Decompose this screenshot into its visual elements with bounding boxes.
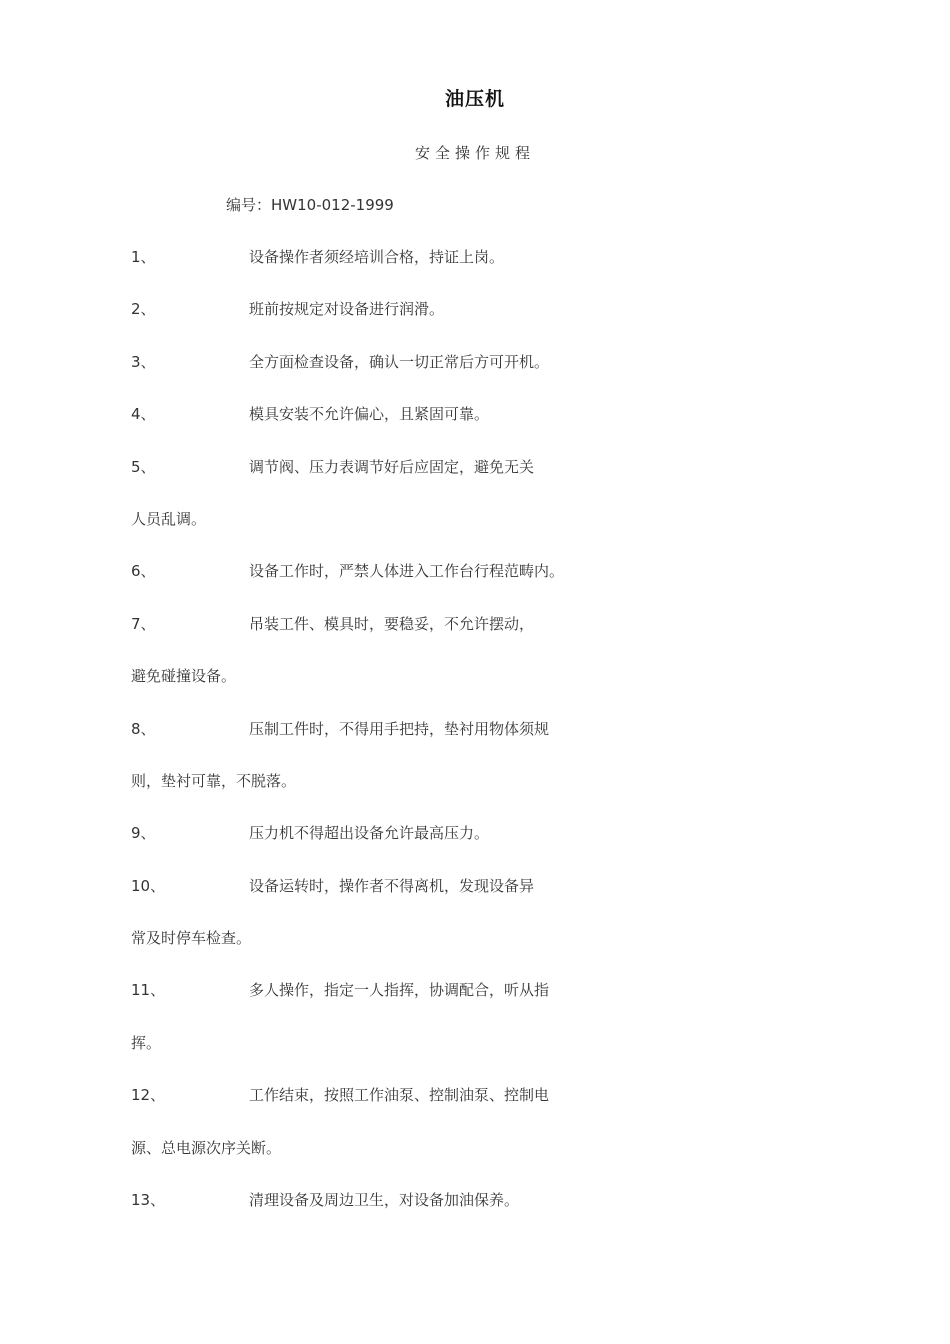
rule-text: 设备工作时，严禁人体进入工作台行程范畴内。	[249, 562, 565, 581]
rule-text: 工作结束，按照工作油泵、控制油泵、控制电	[249, 1086, 550, 1105]
rule-line	[131, 875, 831, 927]
rule-text: 压力机不得超出设备允许最高压力。	[249, 824, 490, 843]
rule-text: 清理设备及周边卫生，对设备加油保养。	[249, 1191, 520, 1210]
rule-continuation	[131, 1032, 831, 1084]
rule-line	[131, 351, 831, 403]
rule-line	[131, 456, 831, 508]
rule-continuation	[131, 1137, 831, 1189]
rule-number: 1、	[131, 248, 156, 266]
rule-text: 源、总电源次序关断。	[131, 1138, 282, 1157]
rule-text: 多人操作，指定一人指挥，协调配合，听从指	[249, 981, 550, 1000]
rule-line	[131, 822, 831, 874]
rule-text: 人员乱调。	[131, 509, 207, 528]
rule-continuation	[131, 665, 831, 717]
rule-text: 避免碰撞设备。	[131, 667, 237, 686]
rule-text: 模具安装不允许偏心，且紧固可靠。	[249, 405, 490, 424]
rule-text: 吊装工件、模具时，要稳妥，不允许摆动，	[249, 614, 535, 633]
rule-number: 10、	[131, 876, 166, 895]
rule-line	[131, 979, 831, 1031]
rule-line	[131, 1084, 831, 1136]
rule-line	[131, 298, 831, 350]
rule-line	[131, 718, 831, 770]
rule-text: 则，垫衬可靠，不脱落。	[131, 771, 297, 790]
rule-number: 11、	[131, 981, 166, 1000]
rule-continuation	[131, 508, 831, 560]
rule-line	[131, 246, 831, 298]
rule-text: 全方面检查设备，确认一切正常后方可开机。	[249, 352, 550, 371]
rule-text: 班前按规定对设备进行润滑。	[249, 300, 445, 319]
rule-number: 4、	[131, 405, 156, 424]
rule-text: 设备运转时，操作者不得离机，发现设备异	[249, 876, 535, 895]
rule-number: 5、	[131, 457, 156, 476]
rule-text: 调节阀、压力表调节好后应固定，避免无关	[249, 457, 535, 476]
rule-number: 7、	[131, 614, 156, 633]
page-title: 油压机	[444, 88, 505, 110]
rule-line	[131, 560, 831, 612]
rule-number: 3、	[131, 352, 156, 371]
rule-continuation	[131, 770, 831, 822]
page-subtitle: 安全操作规程	[414, 144, 535, 162]
rule-number: 2、	[131, 300, 156, 319]
rule-text: 设备操作者须经培训合格，持证上岗。	[249, 248, 505, 266]
rule-number: 6、	[131, 562, 156, 581]
rule-line	[131, 1189, 831, 1241]
rule-text: 压制工件时，不得用手把持，垫衬用物体须规	[249, 719, 550, 738]
rule-text: 常及时停车检查。	[131, 929, 252, 948]
rule-number: 9、	[131, 824, 156, 843]
rules-list	[131, 246, 831, 1241]
document-code: 编号：HW10-012-1999	[226, 196, 394, 214]
rule-number: 13、	[131, 1191, 166, 1210]
rule-line	[131, 613, 831, 665]
rule-number: 12、	[131, 1086, 166, 1105]
rule-line	[131, 403, 831, 455]
rule-number: 8、	[131, 719, 156, 738]
rule-continuation	[131, 927, 831, 979]
rule-text: 挥。	[131, 1033, 162, 1052]
